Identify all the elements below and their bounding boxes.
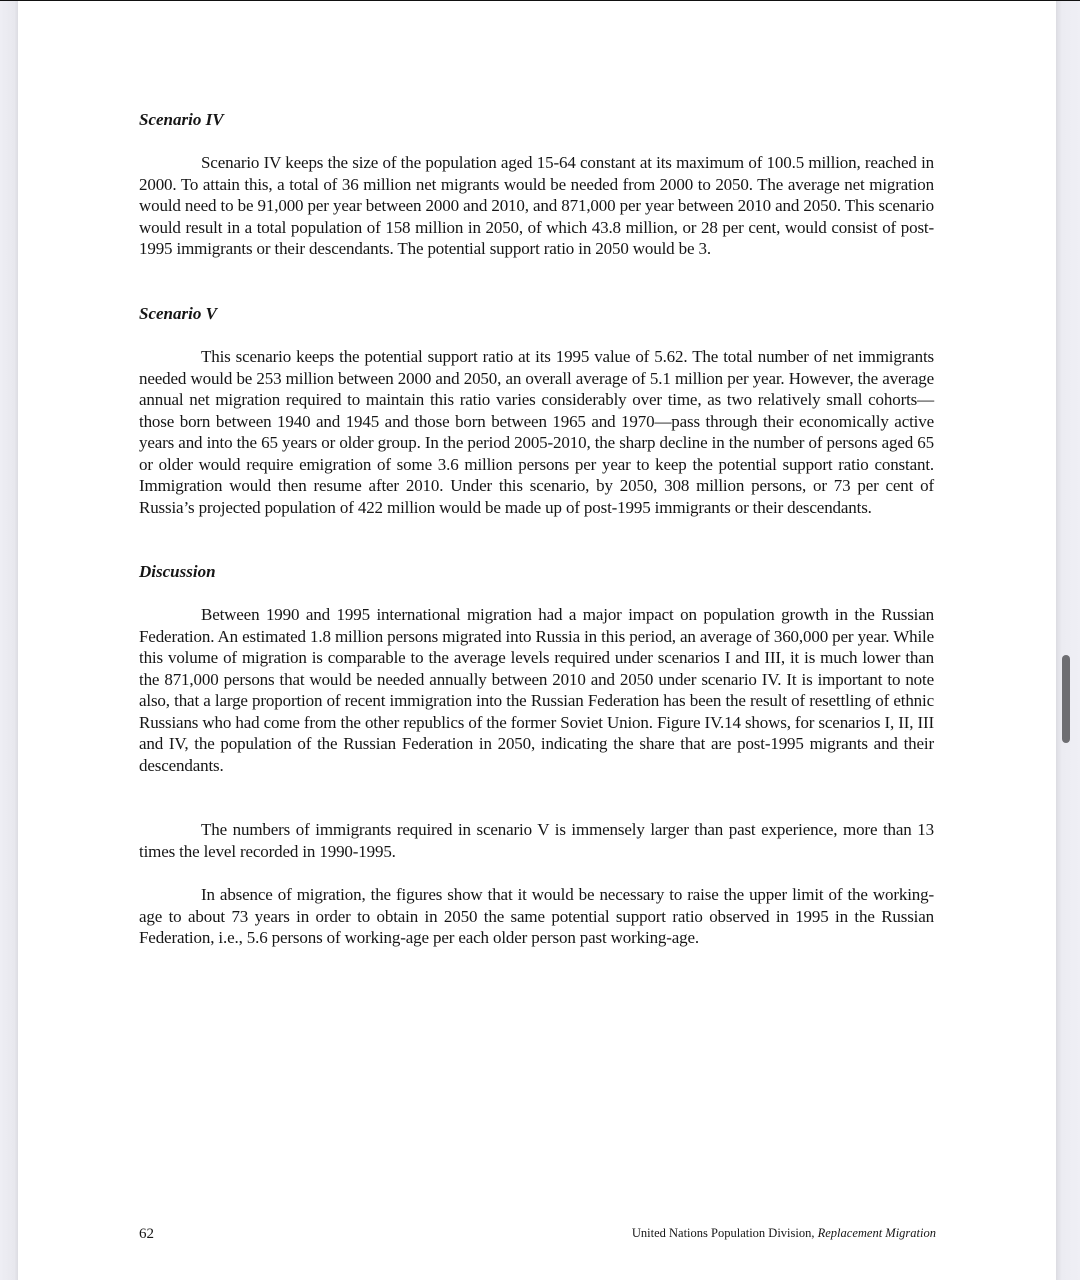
viewer-left-margin (0, 0, 18, 1280)
paragraph-scenario-iv: Scenario IV keeps the size of the population aged 15-64 constant at its maximum of 100.5 million, reached in 2000. To attain this, a total of 36 million net migrants would be needed from 2000 to 2050. The average net migration would need to be 91,000 per year between 2000 and 2010, and 871,000 per year between 2010 and 2050. This scenario would result in a total population of 158 million in 2050, of which 43.8 million, or 28 per cent, would consist of post-1995 immigrants or their descendants. The potential support ratio in 2050 would be 3. (139, 153, 934, 258)
footer-source-prefix: United Nations Population Division, (631, 1226, 818, 1240)
page-number: 62 (139, 1226, 154, 1242)
vertical-scrollbar[interactable] (1060, 0, 1076, 1280)
scrollbar-thumb[interactable] (1062, 655, 1070, 743)
page-footer-source (632, 1226, 936, 1241)
paragraph-discussion-1: Between 1990 and 1995 international migration had a major impact on population growth in the Russian Federation. An estimated 1.8 million persons migrated into Russia in this period, an average of 360,000 per year. While this volume of migration is comparable to the average levels required under scenarios I and III, it is much lower than the 871,000 persons that would be needed annually between 2010 and 2050 under scenario IV. It is important to note also, that a large proportion of recent immigration into the Russian Federation has been the result of resettling of ethnic Russians who had come from the other republics of the former Soviet Union. Figure IV.14 shows, for scenarios I, II, III and IV, the population of the Russian Federation in 2050, indicating the share that are post-1995 migrants and their descendants. (139, 605, 934, 775)
section-heading-scenario-iv: Scenario IV (139, 110, 224, 129)
section-heading-scenario-v: Scenario V (139, 304, 217, 323)
paragraph-discussion-3: In absence of migration, the figures show that it would be necessary to raise the upper limit of the working-age to about 73 years in order to obtain in 2050 the same potential support ratio observed in 1995 in the Russian Federation, i.e., 5.6 persons of working-age per each older person past working-age. (139, 885, 934, 947)
section-heading-discussion: Discussion (139, 562, 216, 581)
paragraph-discussion-2: The numbers of immigrants required in scenario V is immensely larger than past experience, more than 13 times the level recorded in 1990-1995. (139, 820, 934, 861)
footer-source-title: Replacement Migration (817, 1226, 936, 1240)
paragraph-scenario-v: This scenario keeps the potential support ratio at its 1995 value of 5.62. The total number of net immigrants needed would be 253 million between 2000 and 2050, an overall average of 5.1 million per year. However, the average annual net migration required to maintain this ratio varies considerably over time, as two relatively small cohorts—those born between 1940 and 1945 and those born between 1965 and 1970—pass through their economically active years and into the 65 years or older group. In the period 2005-2010, the sharp decline in the number of persons aged 65 or older would require emigration of some 3.6 million persons per year to keep the potential support ratio constant. Immigration would then resume after 2010. Under this scenario, by 2050, 308 million persons, or 73 per cent of Russia’s projected population of 422 million would be made up of post-1995 immigrants or their descendants. (139, 347, 934, 517)
document-page (18, 1, 1056, 1280)
window-top-border (0, 0, 1080, 1)
